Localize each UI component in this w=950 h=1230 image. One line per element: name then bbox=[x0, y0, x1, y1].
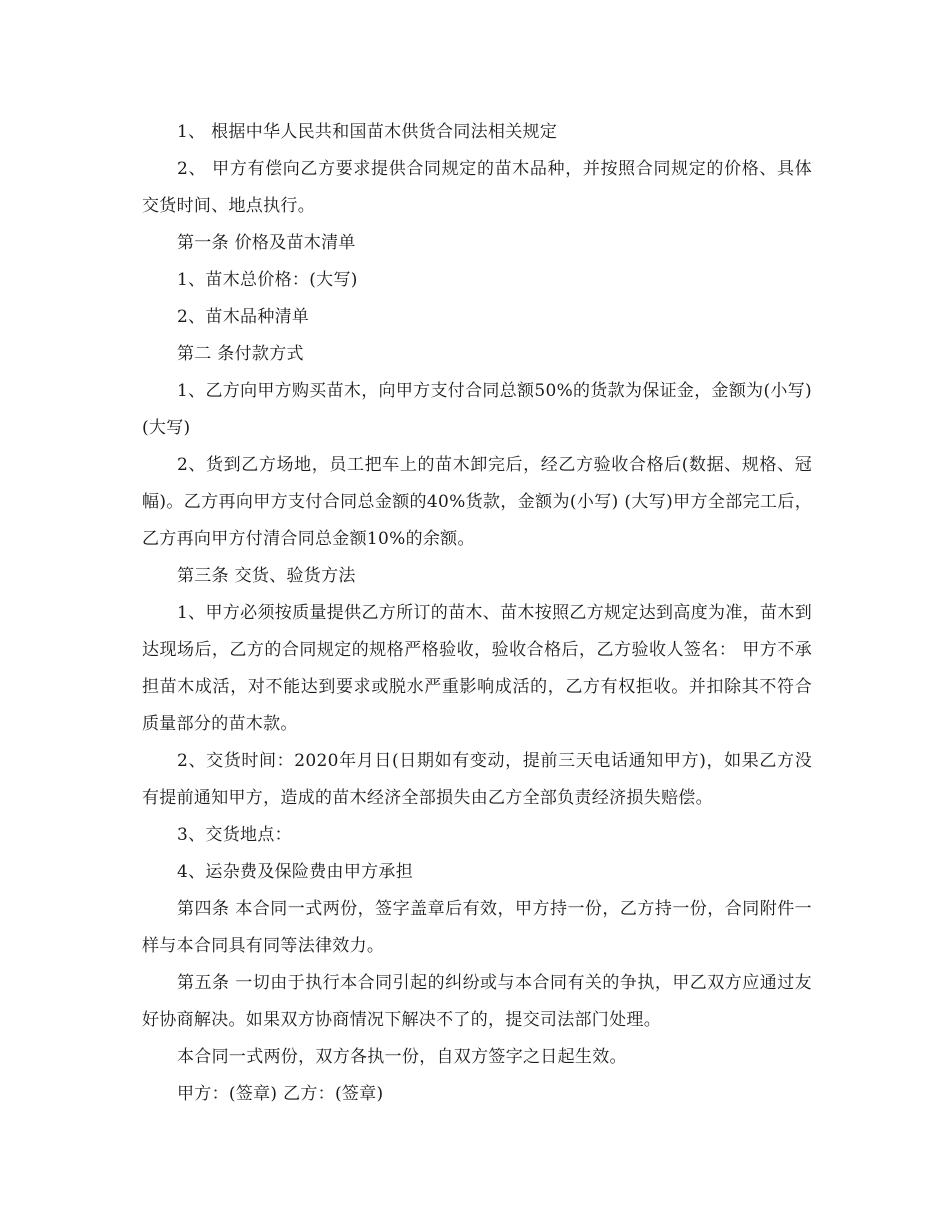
article-1-item-1: 1、苗木总价格：(大写) bbox=[177, 270, 358, 290]
article-1-heading: 第一条 价格及苗木清单 bbox=[177, 233, 356, 253]
article-1-item-2: 2、苗木品种清单 bbox=[177, 307, 310, 327]
clause-basis: 1、 根据中华人民共和国苗木供货合同法相关规定 bbox=[177, 122, 558, 142]
article-5: 第五条 一切由于执行本合同引起的纠纷或与本合同有关的争执，甲乙双方应通过友好协商解决。如果双方协商情况下解决不了的，提交司法部门处理。 bbox=[142, 973, 812, 1030]
article-2-heading: 第二 条付款方式 bbox=[177, 344, 304, 364]
article-3-item-3: 3、交货地点： bbox=[177, 825, 292, 845]
effectiveness-clause: 本合同一式两份，双方各执一份，自双方签字之日起生效。 bbox=[177, 1047, 627, 1067]
document-body bbox=[142, 114, 812, 1113]
article-3-item-1: 1、甲方必须按质量提供乙方所订的苗木、苗木按照乙方规定达到高度为准，苗木到达现场后，乙方的合同规定的规格严格验收，验收合格后，乙方验收人签名： 甲方不承担苗木成活，对不能达到要求或脱水严重影响成活的，乙方有权拒收。并扣除其不符合质量部分的苗木款。 bbox=[142, 603, 812, 734]
signature-line: 甲方：(签章) 乙方：(签章) bbox=[177, 1084, 384, 1104]
article-3-heading: 第三条 交货、验货方法 bbox=[177, 566, 356, 586]
article-2-item-2: 2、货到乙方场地，员工把车上的苗木卸完后，经乙方验收合格后(数据、规格、冠幅)。乙方再向甲方支付合同总金额的40%货款，金额为(小写) (大写)甲方全部完工后，乙方再向甲方付清合同总金额10%的余额。 bbox=[142, 455, 812, 549]
article-2-item-1: 1、乙方向甲方购买苗木，向甲方支付合同总额50%的货款为保证金，金额为(小写) (大写) bbox=[142, 381, 812, 438]
clause-obligation: 2、 甲方有偿向乙方要求提供合同规定的苗木品种，并按照合同规定的价格、具体交货时间、地点执行。 bbox=[142, 159, 812, 216]
article-3-item-4: 4、运杂费及保险费由甲方承担 bbox=[177, 862, 414, 882]
article-3-item-2: 2、交货时间：2020年月日(日期如有变动，提前三天电话通知甲方)，如果乙方没有提前通知甲方，造成的苗木经济全部损失由乙方全部负责经济损失赔偿。 bbox=[142, 751, 812, 808]
article-4: 第四条 本合同一式两份，签字盖章后有效，甲方持一份，乙方持一份，合同附件一样与本合同具有同等法律效力。 bbox=[142, 899, 812, 956]
